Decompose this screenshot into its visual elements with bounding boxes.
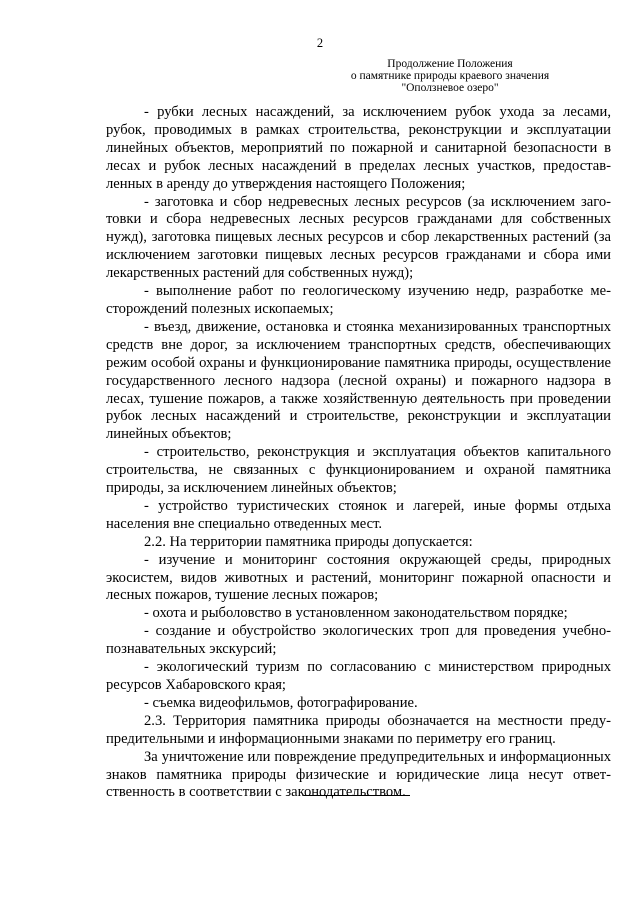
- paragraph-eco-trails-allowed: - создание и обустройство экологических троп для проведения учебно-познавательных экскурсий;: [106, 623, 611, 658]
- paragraph-construction-ban: - строительство, реконструкция и эксплуатация объектов капитального строительства, не связанных с функционированием и охраной памятника природы, за исключением линейных объектов;: [106, 444, 611, 497]
- paragraph-hunting-fishing-allowed: - охота и рыболовство в установленном законодательством порядке;: [144, 605, 568, 622]
- running-header-line-2: о памятнике природы краевого значения: [350, 70, 550, 83]
- paragraph-vehicle-access-ban: - въезд, движение, остановка и стоянка механизированных транспортных средств вне дорог, за исключением транспортных средств, обеспечивающих режим особой охраны и функционирование памятника природы, осуществление государственного лесного надзора (лесной охраны) и пожарного надзора в лесах, тушение пожаров, а также хозяйственную деятельность при проведении рубок лесных насаждений и строительстве, реконструкции и эксплуатации линейных объектов;: [106, 318, 611, 443]
- running-header: [290, 58, 610, 95]
- paragraph-section-2-3: 2.3. Территория памятника природы обозначается на местности предупредительными и информационными знаками по периметру его границ.: [106, 712, 611, 747]
- paragraph-eco-tourism-allowed: - экологический туризм по согласованию с министерством природных ресурсов Хабаровского края;: [106, 659, 611, 693]
- end-of-document-rule: [304, 795, 410, 796]
- page-number: 2: [316, 36, 324, 50]
- paragraph-non-timber-resources-ban: - заготовка и сбор недревесных лесных ресурсов (за исключением заготовки и сбора недревесных лесных ресурсов гражданами для собственных нужд), заготовка пищевых лесных ресурсов и сбор лекарственных растений (за исключением заготовки пищевых лесных ресурсов гражданами и сбора ими лекарственных растений для собственных нужд);: [106, 193, 611, 282]
- paragraph-filming-allowed: - съемка видеофильмов, фотографирование.: [144, 694, 418, 711]
- body-text: [106, 104, 611, 802]
- running-header-line-1: Продолжение Положения: [387, 58, 513, 70]
- paragraph-section-2-2: 2.2. На территории памятника природы допускается:: [144, 533, 473, 550]
- paragraph-monitoring-allowed: - изучение и мониторинг состояния окружающей среды, природных экосистем, видов животных и растений, мониторинг пожарной опасности и лесных пожаров, тушение лесных пожаров;: [106, 551, 611, 604]
- paragraph-geological-works-ban: - выполнение работ по геологическому изучению недр, разработке месторождений полезных ископаемых;: [106, 283, 611, 317]
- paragraph-camping-ban: - устройство туристических стоянок и лагерей, иные формы отдыха населения вне специально отведенных мест.: [106, 497, 611, 532]
- paragraph-liability: За уничтожение или повреждение предупредительных и информационных знаков памятника природы физические и юридические лица несут ответственность в соответствии с законодательством.: [106, 748, 611, 801]
- running-header-line-3: "Оползневое озеро": [401, 82, 499, 95]
- paragraph-logging-ban: - рубки лесных насаждений, за исключением рубок ухода за лесами, рубок, проводимых в рамках строительства, реконструкции и эксплуатации линейных объектов, мероприятий по пожарной и санитарной безопасности в лесах и рубок лесных насаждений в пределах лесных участков, предоставленных в аренду до утверждения настоящего Положения;: [106, 104, 611, 192]
